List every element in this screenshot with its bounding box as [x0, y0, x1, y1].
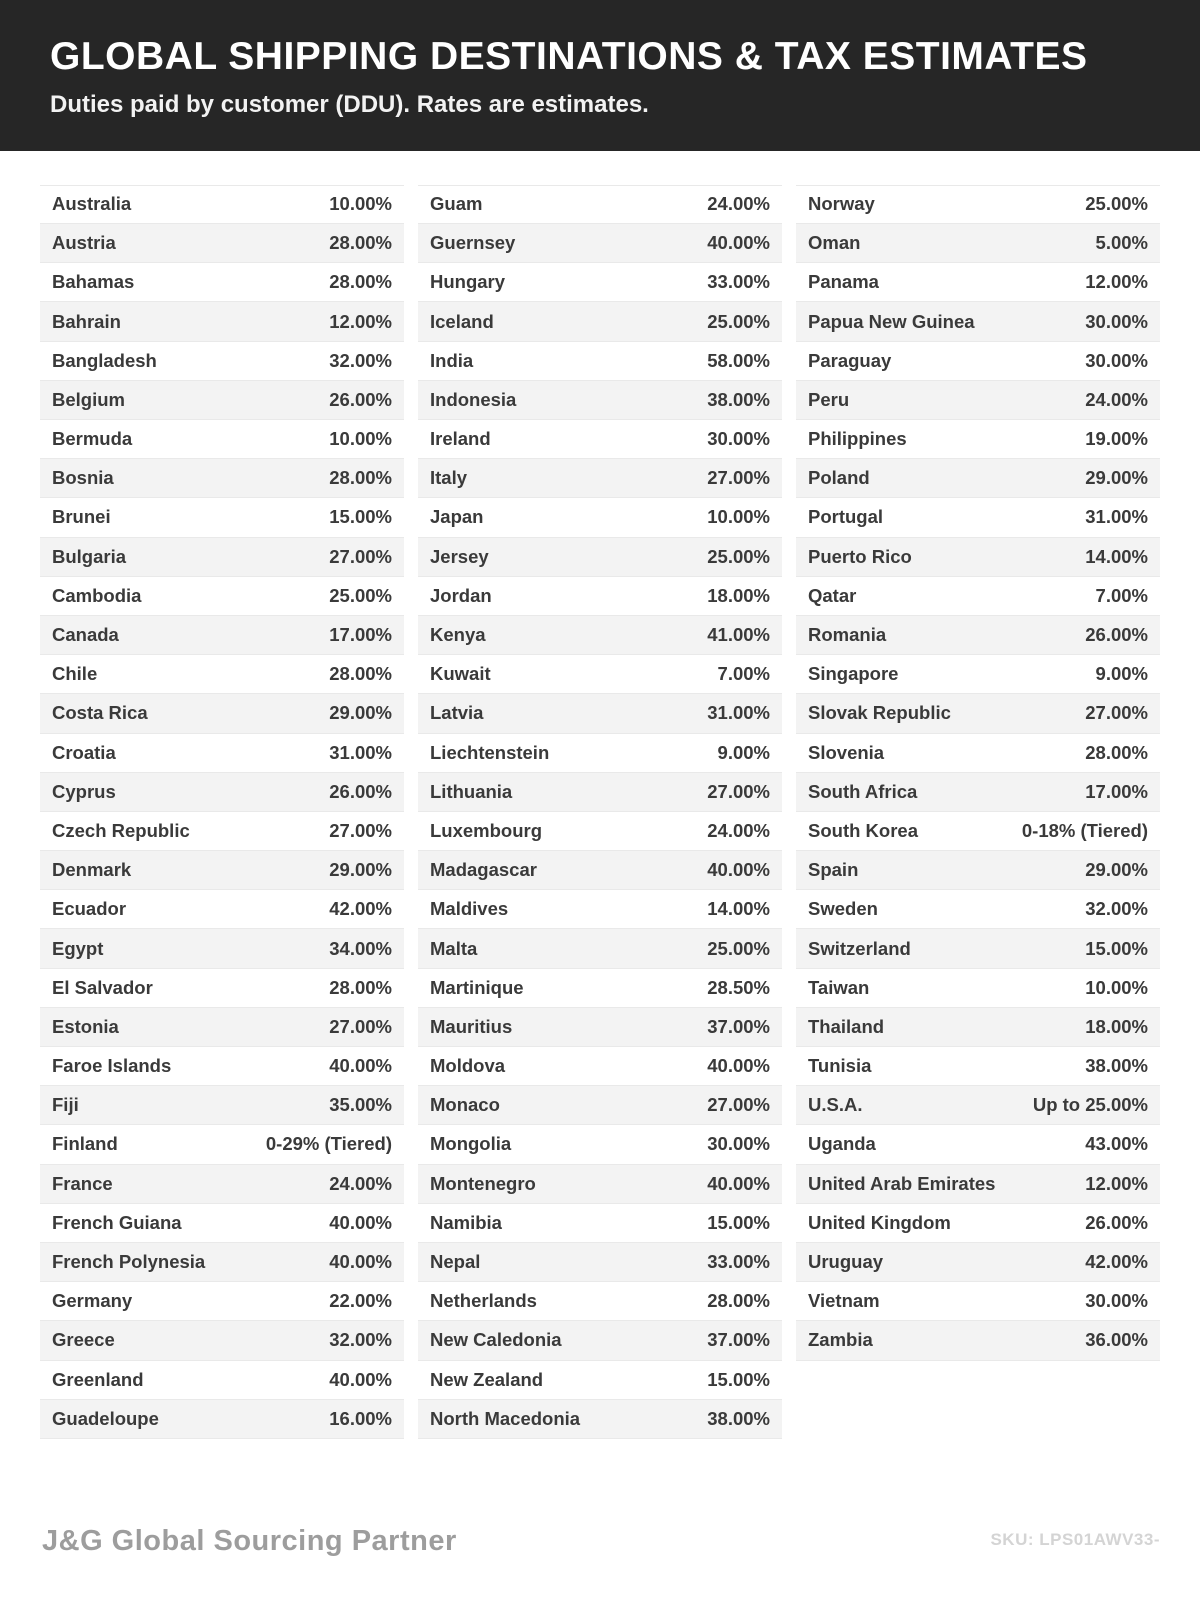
tax-rate: 35.00% — [329, 1094, 392, 1116]
table-row — [40, 1008, 404, 1047]
country-name: South Africa — [808, 780, 918, 802]
tax-rate: 24.00% — [707, 193, 770, 215]
table-row — [418, 929, 782, 968]
table-row — [40, 577, 404, 616]
tax-rate: 28.00% — [329, 232, 392, 254]
country-name: United Kingdom — [808, 1211, 951, 1233]
tax-rate: 10.00% — [329, 428, 392, 450]
tax-rate: 37.00% — [707, 1329, 770, 1351]
tax-rate: 12.00% — [1085, 271, 1148, 293]
table-row — [418, 1086, 782, 1125]
tax-rate: 25.00% — [707, 310, 770, 332]
tax-rate: 30.00% — [707, 1133, 770, 1155]
tax-rate: 15.00% — [1085, 937, 1148, 959]
tax-rate: 26.00% — [329, 780, 392, 802]
tax-rate: 26.00% — [1085, 624, 1148, 646]
table-row — [40, 420, 404, 459]
country-name: Belgium — [52, 388, 125, 410]
tax-rate: 14.00% — [1085, 545, 1148, 567]
tax-rate: 25.00% — [329, 584, 392, 606]
tax-rate: 26.00% — [329, 388, 392, 410]
table-row — [796, 890, 1160, 929]
country-name: Bosnia — [52, 467, 114, 489]
country-name: India — [430, 349, 474, 371]
tax-rate: 40.00% — [707, 1055, 770, 1077]
table-row — [796, 812, 1160, 851]
tax-rate: 17.00% — [329, 624, 392, 646]
tax-rate: 40.00% — [329, 1368, 392, 1390]
table-row — [40, 773, 404, 812]
tax-rate: 42.00% — [1085, 1251, 1148, 1273]
country-name: Netherlands — [430, 1290, 537, 1312]
table-row — [418, 1361, 782, 1400]
tax-rate: 32.00% — [329, 1329, 392, 1351]
table-row — [40, 1125, 404, 1164]
table-row — [418, 1047, 782, 1086]
country-name: Bahrain — [52, 310, 121, 332]
table-row — [40, 1321, 404, 1360]
country-name: United Arab Emirates — [808, 1172, 996, 1194]
table-row — [796, 185, 1160, 224]
table-row — [418, 1165, 782, 1204]
table-row — [40, 342, 404, 381]
table-row — [40, 1204, 404, 1243]
table-row — [418, 890, 782, 929]
tax-rate: 27.00% — [707, 1094, 770, 1116]
tax-rate: 31.00% — [1085, 506, 1148, 528]
table-row — [796, 616, 1160, 655]
tax-rate: 30.00% — [1085, 310, 1148, 332]
country-name: Bermuda — [52, 428, 133, 450]
tax-rate: 12.00% — [1085, 1172, 1148, 1194]
country-name: Czech Republic — [52, 819, 190, 841]
country-name: Ireland — [430, 428, 491, 450]
tax-rate: 10.00% — [1085, 976, 1148, 998]
table-row — [796, 929, 1160, 968]
country-name: Italy — [430, 467, 468, 489]
tax-rate: 27.00% — [1085, 702, 1148, 724]
table-row — [796, 1243, 1160, 1282]
tax-table-column-3 — [796, 185, 1160, 1361]
tax-rate: 25.00% — [707, 545, 770, 567]
country-name: Peru — [808, 388, 850, 410]
tax-rate: 24.00% — [707, 819, 770, 841]
country-name: U.S.A. — [808, 1094, 863, 1116]
page-title: GLOBAL SHIPPING DESTINATIONS & TAX ESTIMATES — [50, 35, 1088, 78]
tax-rate: 27.00% — [329, 545, 392, 567]
tax-table — [0, 151, 1200, 1439]
tax-rate: 32.00% — [1085, 898, 1148, 920]
tax-rate: 28.00% — [329, 663, 392, 685]
table-row — [796, 734, 1160, 773]
table-row — [40, 381, 404, 420]
tax-rate: 33.00% — [707, 1251, 770, 1273]
country-name: Puerto Rico — [808, 545, 912, 567]
country-name: Romania — [808, 624, 887, 646]
tax-rate: 15.00% — [707, 1211, 770, 1233]
page-subtitle: Duties paid by customer (DDU). Rates are estimates. — [50, 90, 649, 118]
tax-rate: 33.00% — [707, 271, 770, 293]
table-row — [796, 420, 1160, 459]
tax-rate: 28.00% — [329, 271, 392, 293]
country-name: Faroe Islands — [52, 1055, 172, 1077]
table-row — [40, 851, 404, 890]
table-row — [40, 498, 404, 537]
tax-rate: 31.00% — [707, 702, 770, 724]
table-row — [418, 655, 782, 694]
tax-rate: 40.00% — [707, 232, 770, 254]
tax-rate: 7.00% — [1095, 584, 1148, 606]
country-name: North Macedonia — [430, 1407, 581, 1429]
tax-rate: Up to 25.00% — [1032, 1094, 1148, 1116]
country-name: Bahamas — [52, 271, 135, 293]
table-row — [40, 1243, 404, 1282]
tax-rate: 29.00% — [1085, 467, 1148, 489]
country-name: Zambia — [808, 1329, 873, 1351]
tax-rate: 16.00% — [329, 1407, 392, 1429]
tax-rate: 30.00% — [707, 428, 770, 450]
country-name: Jordan — [430, 584, 492, 606]
table-row — [40, 1086, 404, 1125]
tax-rate: 25.00% — [1085, 193, 1148, 215]
table-row — [40, 616, 404, 655]
country-name: Australia — [52, 193, 132, 215]
country-name: France — [52, 1172, 113, 1194]
tax-rate: 15.00% — [707, 1368, 770, 1390]
country-name: Japan — [430, 506, 484, 528]
table-row — [40, 812, 404, 851]
tax-rate: 28.50% — [707, 976, 770, 998]
table-row — [418, 1243, 782, 1282]
table-row — [418, 1125, 782, 1164]
country-name: Lithuania — [430, 780, 513, 802]
tax-rate: 26.00% — [1085, 1211, 1148, 1233]
tax-rate: 32.00% — [329, 349, 392, 371]
table-row — [40, 185, 404, 224]
tax-rate: 28.00% — [707, 1290, 770, 1312]
country-name: Croatia — [52, 741, 116, 763]
tax-rate: 36.00% — [1085, 1329, 1148, 1351]
tax-rate: 10.00% — [329, 193, 392, 215]
tax-rate: 18.00% — [707, 584, 770, 606]
tax-rate: 38.00% — [707, 388, 770, 410]
tax-rate: 40.00% — [707, 1172, 770, 1194]
country-name: Latvia — [430, 702, 484, 724]
country-name: Cyprus — [52, 780, 116, 802]
tax-rate: 5.00% — [1095, 232, 1148, 254]
table-row — [418, 577, 782, 616]
table-row — [796, 851, 1160, 890]
table-row — [796, 302, 1160, 341]
country-name: Uruguay — [808, 1251, 884, 1273]
table-row — [40, 1282, 404, 1321]
table-row — [796, 1282, 1160, 1321]
country-name: Austria — [52, 232, 116, 254]
country-name: Liechtenstein — [430, 741, 550, 763]
tax-rate: 28.00% — [1085, 741, 1148, 763]
tax-rate: 30.00% — [1085, 1290, 1148, 1312]
country-name: Denmark — [52, 859, 132, 881]
country-name: Tunisia — [808, 1055, 872, 1077]
tax-rate: 9.00% — [1095, 663, 1148, 685]
table-row — [418, 224, 782, 263]
table-row — [418, 851, 782, 890]
country-name: Iceland — [430, 310, 494, 332]
tax-rate: 24.00% — [329, 1172, 392, 1194]
country-name: Moldova — [430, 1055, 506, 1077]
tax-rate: 15.00% — [329, 506, 392, 528]
country-name: Madagascar — [430, 859, 537, 881]
table-row — [418, 459, 782, 498]
sku-label: SKU: LPS01AWV33- — [990, 1530, 1160, 1549]
table-row — [796, 1125, 1160, 1164]
country-name: Uganda — [808, 1133, 876, 1155]
tax-rate: 27.00% — [707, 467, 770, 489]
table-row — [796, 1086, 1160, 1125]
country-name: Bulgaria — [52, 545, 127, 567]
country-name: Estonia — [52, 1015, 119, 1037]
table-row — [418, 969, 782, 1008]
country-name: Papua New Guinea — [808, 310, 975, 332]
table-row — [418, 263, 782, 302]
table-row — [40, 538, 404, 577]
table-row — [40, 694, 404, 733]
country-name: Switzerland — [808, 937, 911, 959]
table-row — [40, 969, 404, 1008]
table-row — [418, 342, 782, 381]
table-row — [40, 224, 404, 263]
country-name: New Caledonia — [430, 1329, 562, 1351]
table-row — [796, 1047, 1160, 1086]
country-name: Indonesia — [430, 388, 517, 410]
tax-rate: 27.00% — [329, 819, 392, 841]
tax-rate: 29.00% — [329, 859, 392, 881]
table-row — [418, 1008, 782, 1047]
tax-rate: 27.00% — [329, 1015, 392, 1037]
country-name: Oman — [808, 232, 861, 254]
table-row — [796, 577, 1160, 616]
country-name: Poland — [808, 467, 870, 489]
country-name: Costa Rica — [52, 702, 148, 724]
table-row — [40, 302, 404, 341]
tax-rate: 25.00% — [707, 937, 770, 959]
tax-rate: 41.00% — [707, 624, 770, 646]
tax-rate: 10.00% — [707, 506, 770, 528]
country-name: Panama — [808, 271, 879, 293]
tax-rate: 31.00% — [329, 741, 392, 763]
tax-rate: 29.00% — [329, 702, 392, 724]
country-name: Spain — [808, 859, 859, 881]
table-row — [40, 1047, 404, 1086]
table-row — [418, 734, 782, 773]
table-row — [418, 498, 782, 537]
country-name: Singapore — [808, 663, 899, 685]
table-row — [40, 655, 404, 694]
country-name: Egypt — [52, 937, 104, 959]
table-row — [796, 498, 1160, 537]
table-row — [418, 1321, 782, 1360]
tax-rate: 28.00% — [329, 976, 392, 998]
tax-rate: 17.00% — [1085, 780, 1148, 802]
tax-rate: 22.00% — [329, 1290, 392, 1312]
table-row — [418, 185, 782, 224]
country-name: Germany — [52, 1290, 133, 1312]
table-row — [796, 1165, 1160, 1204]
table-row — [796, 1008, 1160, 1047]
country-name: Sweden — [808, 898, 878, 920]
tax-rate: 40.00% — [707, 859, 770, 881]
table-row — [796, 694, 1160, 733]
table-row — [796, 773, 1160, 812]
country-name: Canada — [52, 624, 119, 646]
country-name: Martinique — [430, 976, 524, 998]
country-name: New Zealand — [430, 1368, 544, 1390]
country-name: Kuwait — [430, 663, 491, 685]
table-row — [40, 1165, 404, 1204]
tax-rate: 40.00% — [329, 1211, 392, 1233]
tax-table-column-2 — [418, 185, 782, 1439]
table-row — [418, 1400, 782, 1439]
country-name: El Salvador — [52, 976, 153, 998]
tax-rate: 19.00% — [1085, 428, 1148, 450]
country-name: Maldives — [430, 898, 509, 920]
tax-table-column-1 — [40, 185, 404, 1439]
table-row — [418, 616, 782, 655]
country-name: Guernsey — [430, 232, 516, 254]
country-name: Thailand — [808, 1015, 885, 1037]
tax-rate: 0-29% (Tiered) — [265, 1133, 392, 1155]
country-name: Guam — [430, 193, 483, 215]
country-name: South Korea — [808, 819, 918, 841]
table-row — [796, 381, 1160, 420]
table-row — [418, 812, 782, 851]
tax-rate: 12.00% — [329, 310, 392, 332]
country-name: Bangladesh — [52, 349, 157, 371]
table-row — [418, 381, 782, 420]
table-row — [418, 420, 782, 459]
country-name: Taiwan — [808, 976, 870, 998]
tax-rate: 18.00% — [1085, 1015, 1148, 1037]
tax-rate: 24.00% — [1085, 388, 1148, 410]
tax-rate: 29.00% — [1085, 859, 1148, 881]
tax-rate: 38.00% — [707, 1407, 770, 1429]
table-row — [40, 263, 404, 302]
tax-rate: 42.00% — [329, 898, 392, 920]
table-row — [40, 929, 404, 968]
country-name: French Polynesia — [52, 1251, 206, 1273]
country-name: Qatar — [808, 584, 857, 606]
table-row — [796, 459, 1160, 498]
country-name: Chile — [52, 663, 98, 685]
tax-rate: 43.00% — [1085, 1133, 1148, 1155]
table-row — [418, 1282, 782, 1321]
country-name: Mongolia — [430, 1133, 512, 1155]
country-name: Slovak Republic — [808, 702, 951, 724]
country-name: Finland — [52, 1133, 118, 1155]
tax-rate: 37.00% — [707, 1015, 770, 1037]
tax-rate: 40.00% — [329, 1251, 392, 1273]
country-name: Mauritius — [430, 1015, 513, 1037]
country-name: Nepal — [430, 1251, 481, 1273]
country-name: Ecuador — [52, 898, 127, 920]
country-name: Norway — [808, 193, 875, 215]
country-name: Brunei — [52, 506, 111, 528]
country-name: Philippines — [808, 428, 907, 450]
country-name: Slovenia — [808, 741, 885, 763]
country-name: Vietnam — [808, 1290, 880, 1312]
table-row — [796, 969, 1160, 1008]
table-row — [418, 694, 782, 733]
tax-rate: 7.00% — [717, 663, 770, 685]
table-row — [796, 655, 1160, 694]
table-row — [40, 734, 404, 773]
country-name: Greenland — [52, 1368, 144, 1390]
tax-rate: 38.00% — [1085, 1055, 1148, 1077]
table-row — [418, 538, 782, 577]
tax-rate: 0-18% (Tiered) — [1021, 819, 1148, 841]
country-name: Hungary — [430, 271, 506, 293]
country-name: Malta — [430, 937, 478, 959]
tax-rate: 40.00% — [329, 1055, 392, 1077]
table-row — [796, 1204, 1160, 1243]
country-name: Greece — [52, 1329, 115, 1351]
country-name: Luxembourg — [430, 819, 543, 841]
header-banner — [0, 0, 1200, 151]
country-name: Montenegro — [430, 1172, 536, 1194]
country-name: Guadeloupe — [52, 1407, 159, 1429]
country-name: Jersey — [430, 545, 489, 567]
country-name: Monaco — [430, 1094, 500, 1116]
tax-rate: 58.00% — [707, 349, 770, 371]
country-name: French Guiana — [52, 1211, 182, 1233]
table-row — [796, 342, 1160, 381]
tax-rate: 9.00% — [717, 741, 770, 763]
table-row — [418, 773, 782, 812]
table-row — [40, 890, 404, 929]
table-row — [418, 1204, 782, 1243]
table-row — [418, 302, 782, 341]
table-row — [796, 224, 1160, 263]
tax-rate: 30.00% — [1085, 349, 1148, 371]
tax-rate: 28.00% — [329, 467, 392, 489]
table-row — [40, 459, 404, 498]
table-row — [40, 1400, 404, 1439]
country-name: Namibia — [430, 1211, 502, 1233]
table-row — [796, 1321, 1160, 1360]
table-row — [40, 1361, 404, 1400]
country-name: Fiji — [52, 1094, 79, 1116]
tax-rate: 34.00% — [329, 937, 392, 959]
brand-name: J&G Global Sourcing Partner — [42, 1525, 457, 1557]
country-name: Cambodia — [52, 584, 142, 606]
country-name: Kenya — [430, 624, 486, 646]
tax-rate: 14.00% — [707, 898, 770, 920]
table-row — [796, 263, 1160, 302]
country-name: Portugal — [808, 506, 884, 528]
tax-rate: 27.00% — [707, 780, 770, 802]
table-row — [796, 538, 1160, 577]
country-name: Paraguay — [808, 349, 892, 371]
